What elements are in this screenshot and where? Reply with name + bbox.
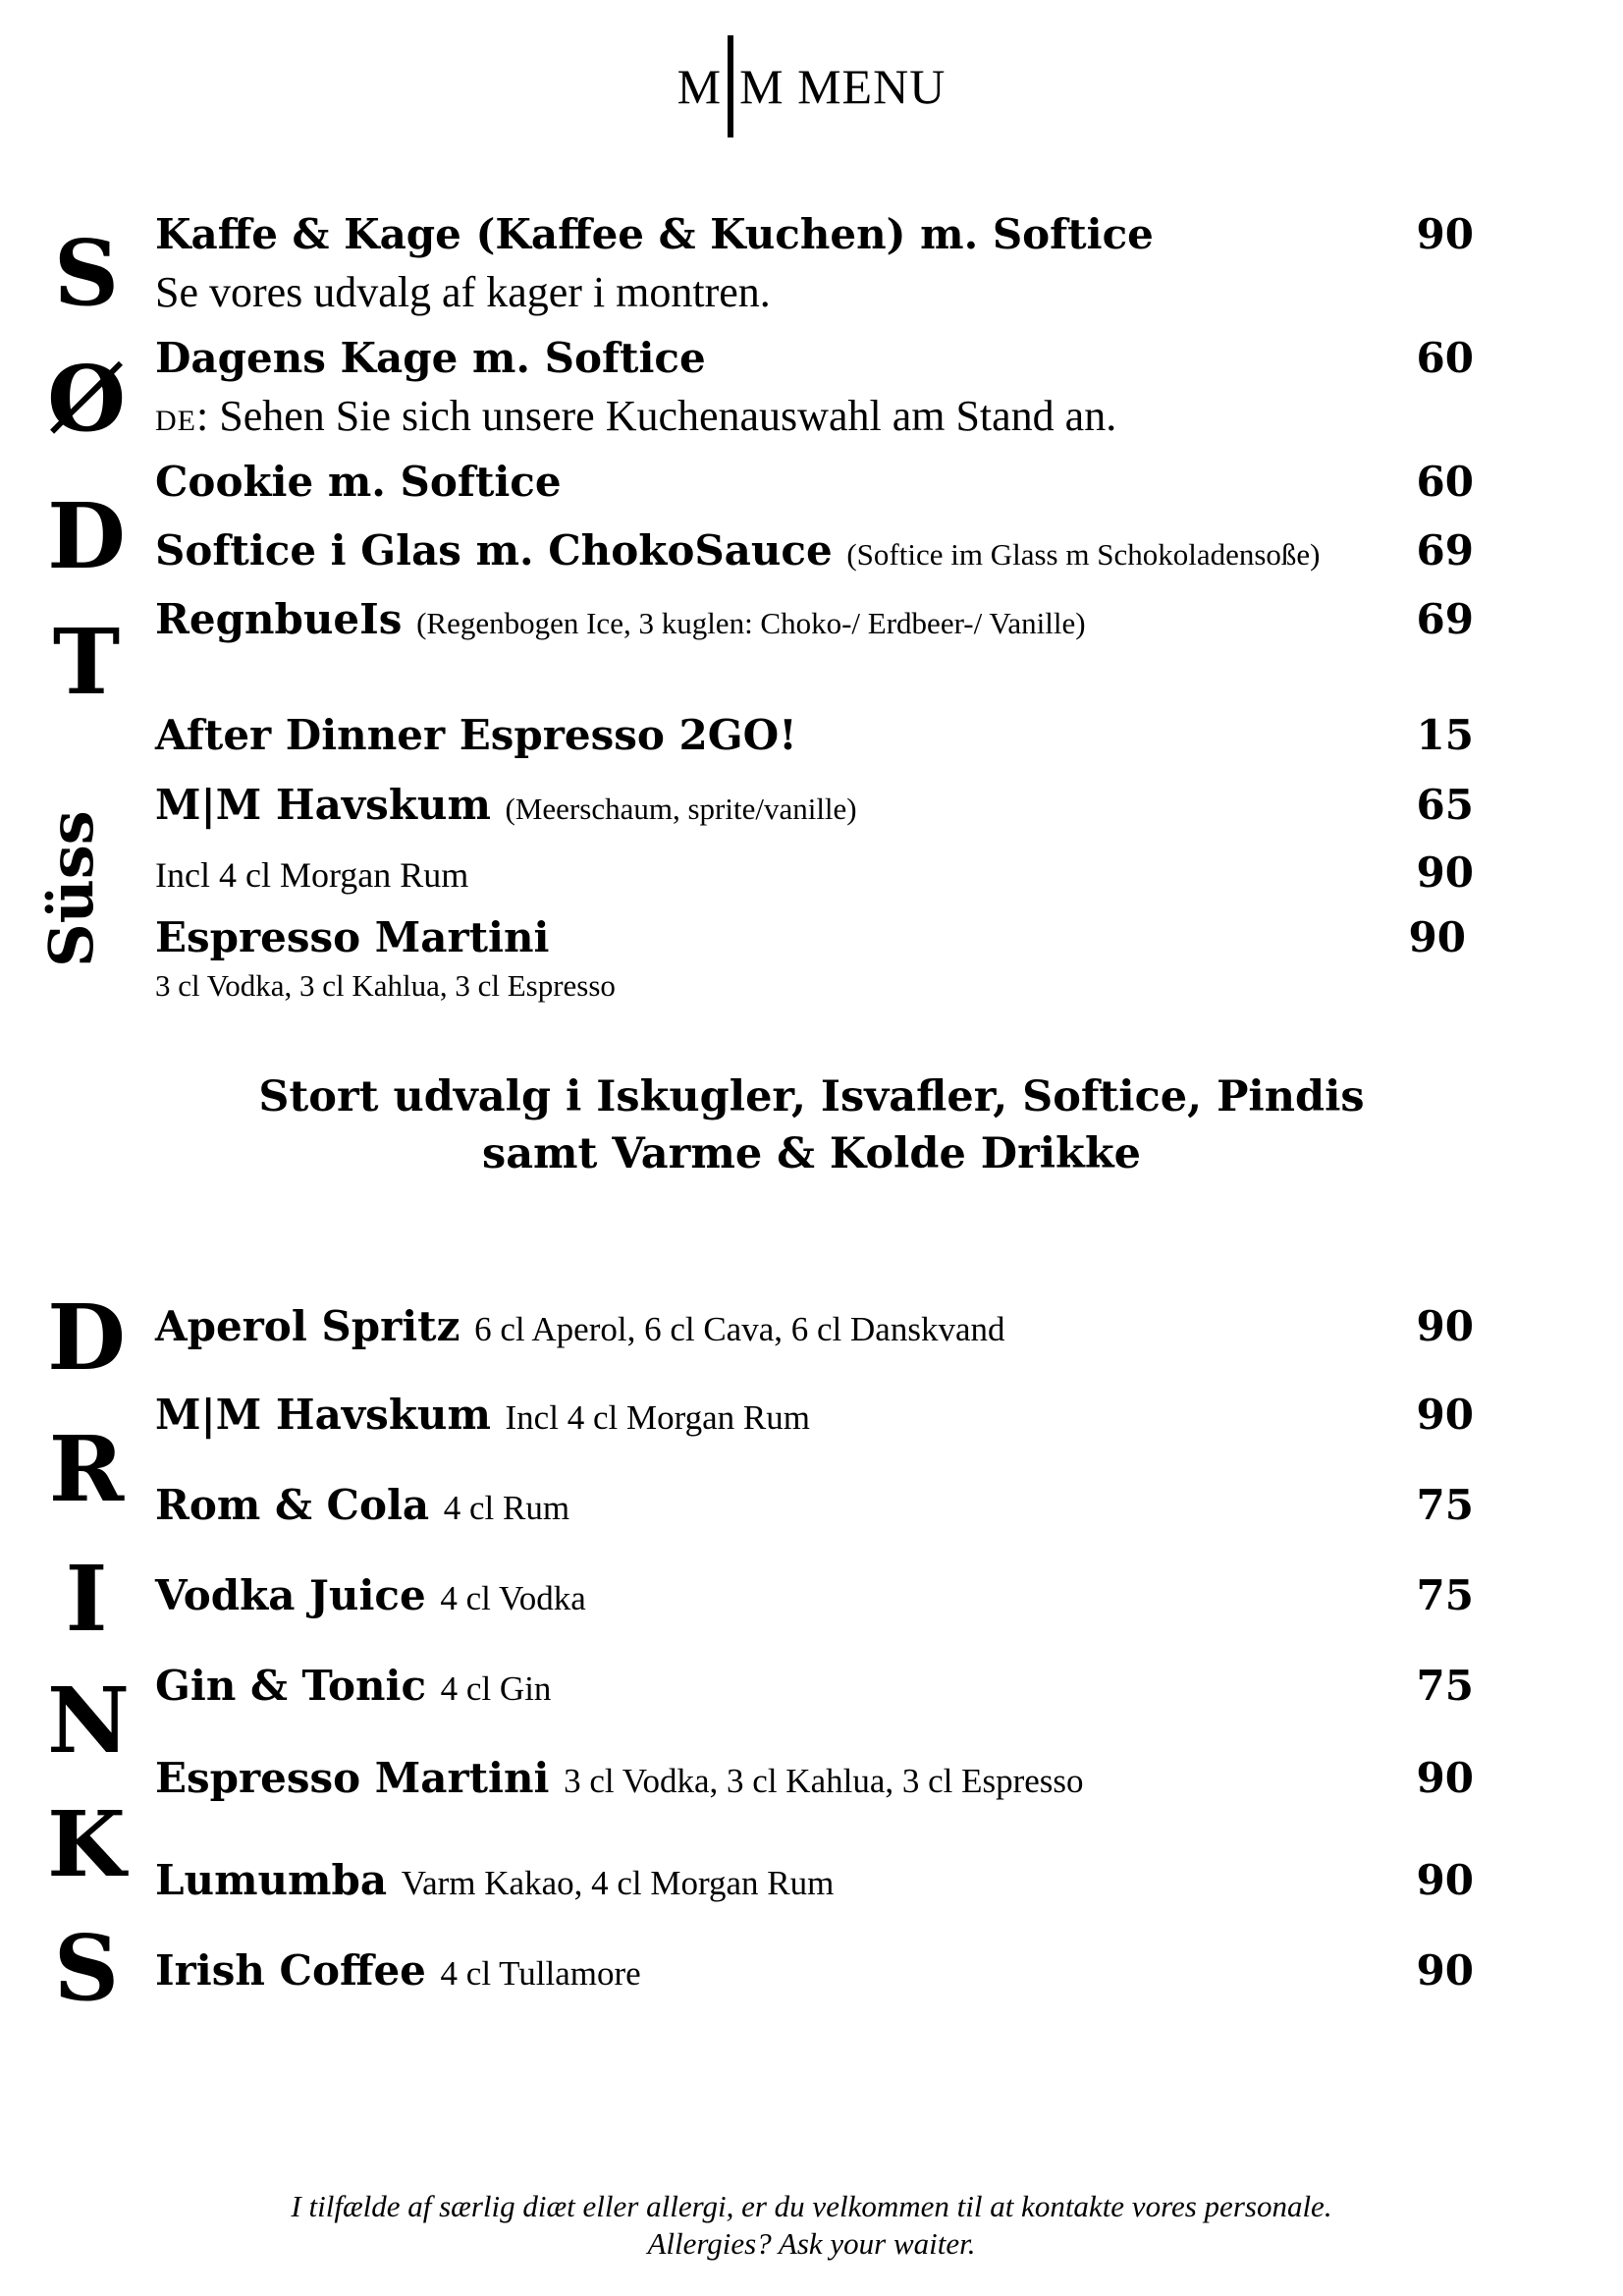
item-description (155, 391, 1116, 441)
menu-item (155, 334, 1474, 382)
side-letter: D (47, 1285, 126, 1391)
menu-item (155, 1946, 1474, 1995)
item-variant-price: 90 (1416, 848, 1474, 897)
item-name-text: Softice i Glas m. ChokoSauce (155, 526, 833, 574)
allergy-notice-danish: I tilfælde af særlig diæt eller allergi, er du velkommen til at kontakte vores personale. (291, 2189, 1332, 2223)
item-name: Espresso Martini (155, 913, 550, 961)
item-description-text: : Sehen Sie sich unsere Kuchenauswahl am Stand an. (196, 392, 1117, 440)
item-price: 90 (1416, 210, 1474, 258)
side-letter: N (47, 1667, 131, 1774)
title-divider (728, 35, 733, 137)
banner-line: samt Varme & Kolde Drikke (481, 1129, 1141, 1178)
item-name (155, 1856, 834, 1904)
item-price: 75 (1416, 1571, 1474, 1619)
item-note: Incl 4 cl Morgan Rum (505, 1398, 810, 1437)
menu-item (155, 1302, 1474, 1350)
menu-item (155, 458, 1474, 506)
item-name-text: RegnbueIs (155, 595, 403, 643)
item-name (155, 1662, 551, 1710)
item-price: 90 (1408, 913, 1466, 961)
item-name (155, 595, 1086, 643)
item-price: 69 (1416, 526, 1474, 574)
item-name (155, 1302, 1004, 1350)
item-note: (Regenbogen Ice, 3 kuglen: Choko-/ Erdbeer-/ Vanille) (416, 606, 1086, 640)
menu-item (155, 1856, 1474, 1904)
item-name: Kaffe & Kage (Kaffee & Kuchen) m. Softice (155, 210, 1154, 258)
side-letter: S (53, 220, 120, 326)
item-note: 4 cl Gin (440, 1669, 552, 1708)
menu-title (0, 47, 1623, 126)
item-name-text: Irish Coffee (155, 1946, 426, 1995)
item-note: 4 cl Vodka (440, 1579, 586, 1617)
banner-line: Stort udvalg i Iskugler, Isvafler, Softice, Pindis (258, 1072, 1365, 1121)
menu-item (155, 1391, 1474, 1439)
item-note: 6 cl Aperol, 6 cl Cava, 6 cl Danskvand (474, 1310, 1005, 1348)
side-letter: S (53, 1915, 120, 2021)
item-price: 90 (1416, 1856, 1474, 1904)
item-name-text: Rom & Cola (155, 1481, 430, 1529)
item-name: After Dinner Espresso 2GO! (155, 711, 797, 759)
item-price: 90 (1416, 1754, 1474, 1802)
item-name (155, 1754, 1084, 1802)
side-letter: D (47, 483, 126, 589)
menu-item (155, 711, 1474, 759)
item-note: Varm Kakao, 4 cl Morgan Rum (401, 1864, 835, 1902)
item-variant-text: Incl 4 cl Morgan Rum (155, 855, 469, 895)
side-letter: Ø (47, 346, 127, 452)
menu-item (155, 210, 1474, 258)
item-price: 75 (1416, 1662, 1474, 1710)
item-name-text: M|M Havskum (155, 1391, 491, 1439)
item-note: 4 cl Tullamore (440, 1954, 641, 1993)
menu-item (155, 1754, 1474, 1802)
item-name-text: Vodka Juice (155, 1571, 426, 1619)
item-name-text: M|M Havskum (155, 781, 491, 829)
menu-item (155, 526, 1474, 574)
item-name-text: Gin & Tonic (155, 1662, 427, 1710)
side-letter: T (52, 609, 121, 715)
item-name (155, 1481, 569, 1529)
item-name (155, 1946, 641, 1995)
item-price: 60 (1416, 458, 1474, 506)
item-note: (Softice im Glass m Schokoladensoße) (846, 537, 1321, 572)
item-note: (Meerschaum, sprite/vanille) (505, 792, 857, 826)
item-note: 3 cl Vodka, 3 cl Kahlua, 3 cl Espresso (564, 1762, 1084, 1800)
item-price: 69 (1416, 595, 1474, 643)
menu-item (155, 781, 1474, 829)
assortment-banner (0, 1068, 1623, 1182)
item-price: 90 (1416, 1946, 1474, 1995)
side-word-sus: Süss (35, 810, 107, 967)
item-price: 65 (1416, 781, 1474, 829)
menu-item (155, 913, 1474, 961)
item-name (155, 526, 1320, 574)
item-price: 15 (1416, 711, 1474, 759)
title-right: M MENU (739, 59, 947, 114)
menu-item (155, 1571, 1474, 1619)
menu-item (155, 1481, 1474, 1529)
item-name-text: Lumumba (155, 1856, 388, 1904)
item-price: 90 (1416, 1391, 1474, 1439)
side-letter: K (47, 1791, 126, 1897)
item-name (155, 781, 857, 829)
item-variant (155, 848, 1474, 897)
title-left: M (676, 59, 723, 114)
allergy-notice-english: Allergies? Ask your waiter. (647, 2226, 976, 2261)
item-name (155, 1571, 586, 1619)
item-note: 4 cl Rum (443, 1489, 570, 1527)
item-price: 75 (1416, 1481, 1474, 1529)
menu-item (155, 595, 1474, 643)
item-name-text: Aperol Spritz (155, 1302, 460, 1350)
menu-item (155, 1662, 1474, 1710)
item-description: 3 cl Vodka, 3 cl Kahlua, 3 cl Espresso (155, 968, 616, 1003)
language-prefix: DE (155, 405, 196, 437)
item-price: 90 (1416, 1302, 1474, 1350)
item-description: Se vores udvalg af kager i montren. (155, 268, 771, 316)
item-name (155, 1391, 810, 1439)
item-price: 60 (1416, 334, 1474, 382)
allergy-notice (0, 2188, 1623, 2263)
side-letter: I (65, 1546, 108, 1652)
item-name-text: Espresso Martini (155, 1754, 550, 1802)
item-name: Dagens Kage m. Softice (155, 334, 706, 382)
side-letter: R (48, 1416, 125, 1522)
item-name: Cookie m. Softice (155, 458, 562, 506)
